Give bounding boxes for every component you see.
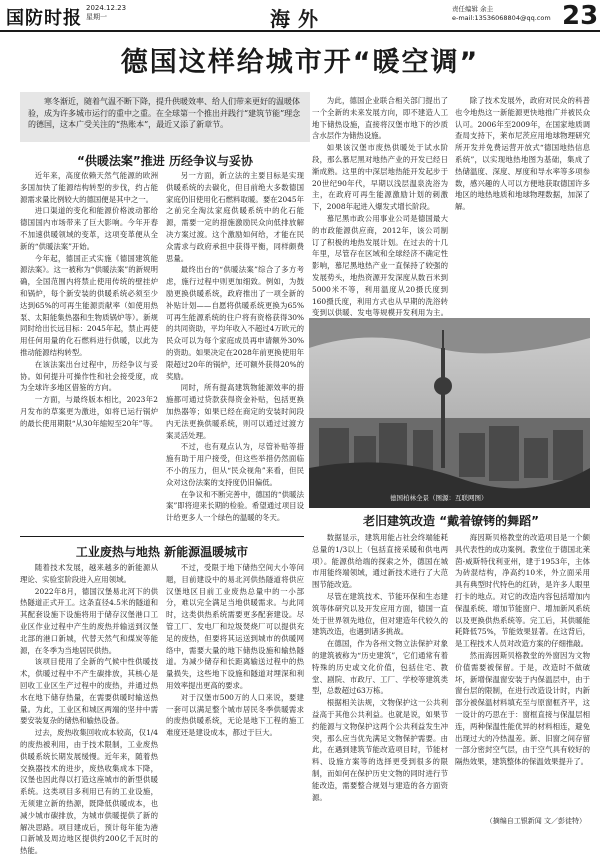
- paragraph: 在该法案出台过程中，历经争议与妥协。如何提升可操作性和社会接受度，成为全球许多地区借鉴的方向。: [20, 359, 158, 393]
- section1-col1: [20, 170, 158, 532]
- paragraph: 如果该汉堡市废热供暖处于试水阶段，那么慕尼黑对地热产业的开发已经日渐成熟。这里的中深层地热能开发起步于20世纪90年代，早期以浅层温泉洗浴为主，在政府可再生能源激励计划的刺激下，2008年起进入爆发式增长阶段。: [312, 143, 448, 212]
- paragraph: 海因斯贝格教堂的改造项目是一个颇具代表性的成功案例。教堂位于德国北莱茵-威斯特伐利亚州，建于1953年，主体为砖混结构，净高约10米，外立面采用具有典型时代特色的红砖，是许多人眼里打卡的地点。对它的改造内容包括增加内保温系统、增加节能窗户、增加新风系统以及更换供热系统等。完工后，其供暖能耗降低75%，节能效果显著。在这背后，是工程技术人员对改造方案的仔细推敲。: [455, 533, 590, 649]
- editor-info: [452, 5, 551, 23]
- paragraph: 随着技术发展，越来越多的新能源从理论、实验室阶段进入应用领域。: [20, 563, 158, 584]
- paragraph: 为此，德国企业联合相关部门提出了一个全新的未来发展方向，即不建造人工地下储热设施，直接将汉堡市地下的沙质含水层作为储热设施。: [312, 96, 448, 141]
- headline: 德国这样给城市开“暖空调”: [120, 47, 480, 78]
- paragraph: 最终出台的“供暖法案”综合了多方考虑，施行过程中则更加细致。例如，为鼓励更换供暖系统，政府推出了一项全新的补贴计划——自愿将供暖系统更换为65%可再生能源系统的住户将有资格获得30%的共同资助，平均年收入不超过4万欧元的民众可以为每个家庭成员再申请额外30%的资助。如果决定在2028年前更换使用年限超过20年的锅炉，还可额外获得20%的奖励。: [166, 265, 304, 381]
- section2-col2: [166, 562, 304, 827]
- paragraph: 另一方面，新立法的主要目标是实现供暖系统的去碳化，但目前绝大多数德国家庭仍旧使用化石燃料取暖。要在2045年之前完全淘汰家庭供暖系统中的化石能源，需要一定的措施激励民众向低排放解决方案过渡。这个激励如何给，才能在民众需求与政府承担中获得平衡，同样颇费思量。: [166, 171, 304, 263]
- paragraph: 然而海因斯贝格教堂的外窗因为文物价值需要被保留。于是，改造时不做破坏，新增保温窗安装于内保温层中，由于窗台层的限制，在进行改造设计时，内新部分被保温材料填充至与原窗框齐平，这一设计的巧思在于：窗框直接与保温层相连，两种保温性能优异的材料相连，避免出现过大的冷热温差。新、旧窗之间存留一部分密封空气层，由于空气具有较好的隔热效果，建筑整体的保温效果提升了。: [455, 650, 590, 767]
- section3-title: 老旧建筑改造 “戴着镣铐的舞蹈”: [363, 514, 539, 528]
- paragraph: 不过，也有观点认为，尽管补贴等措施有助于用户接受，但这些举措仍然面临不小的压力，但从“民众视角”来看，但民众对这份法案的支持度仍旧偏低。: [166, 442, 304, 487]
- section2-col3: [312, 95, 448, 318]
- newspaper-logo: 国防时报: [6, 8, 82, 29]
- paragraph: 对于汉堡市500万的人口来说，要建一套可以满足整个城市居民冬季供暖需求的废热供暖系统，无论是地下工程的施工难度还是建设成本，都过于巨大。: [166, 692, 304, 738]
- paragraph: 数据显示，建筑用能占社会终端能耗总量的1/3以上（包括直接采暖和供电两项）。能源供给端的探索之外，德国在城市用能终端领域，通过新技术进行了大范围节能改造。: [312, 533, 448, 590]
- paragraph: 根据相关法规，文物保护这一公共利益高于其他公共利益。也就是说，如果节约能源与文物保护这两个公共利益发生冲突，那么应当优先满足文物保护需要。由此，在遇到建筑节能改造项目时，节能材料、设施方案等的选择更受到很多的限制，而如何在保护历史文物的同时进行节能改造，需要整合规划与建造的各方面资源。: [312, 698, 448, 802]
- paragraph: 近年来，高度依赖天然气能源的欧洲多国加快了能源结构转型的步伐，约占能源需求量比例较大的德国便是其中之一。: [20, 171, 158, 204]
- section3-col1: [312, 532, 448, 817]
- paragraph: 在德国，作为各州文物立法保护对象的建筑被称为“历史建筑”，它们通常有着特殊的历史或文化价值，包括住宅、教堂、剧院、市政厅、工厂、学校等建筑类型，总数超过63万栋。: [312, 639, 448, 696]
- source-credit: （摘编自工银新闻 文／彭徒特）: [485, 817, 586, 825]
- paragraph: 2022年8月，德国汉堡易北河下的供热隧道正式开工。这条直径4.5米的隧道和其配套设施下设施将用于储存汉堡港口工业区作业过程中产生的废热并输送到汉堡北部的港口新城，代替天然气和煤炭等能源，在冬季为当地居民供热。: [20, 586, 158, 655]
- section3-col2: [455, 532, 590, 807]
- paragraph: 进口渠道的变化和能源价格波动都给德国国内市场带来了巨大影响。今年开春不加速供暖领域的变革，这项变革便从全新的“供暖法案”开始。: [20, 206, 158, 251]
- section2-col1: [20, 562, 158, 856]
- photo-caption: 德国柏林全景（图源：互联网图）: [390, 494, 488, 502]
- section1-col2: [166, 170, 304, 532]
- paragraph: 同时，所有提高建筑物能源效率的措施都可通过贷款获得资金补贴，包括更换加热器等；如果已经在商定的安装时间段内无法更换供暖系统，则可以通过过渡方案灵活处理。: [166, 383, 304, 440]
- paragraph: 除了技术发展外，政府对民众的科普也令地热这一新能源更快地推广并被民众认可。2006年至2009年，在国家地质调查局支持下，莱布尼茨应用地球物理研究所开发并免费运营开放式“德国地热信息系统”，以实现地热地图为基础，集成了热储温度、深度、厚度和导水率等多项参数，感兴趣的人可以方便地获取德国许多地区的地热地质和地球物理数据，加深了解。: [455, 96, 590, 212]
- page-number: 23: [562, 1, 599, 31]
- editor-email: e-mail:13536068804@qq.com: [452, 14, 551, 22]
- section2-col4: [455, 95, 590, 310]
- masthead: [0, 0, 600, 32]
- berlin-panorama-photo: [309, 318, 590, 508]
- section1-title: “供暖法案”推进 历经争议与妥协: [77, 154, 253, 168]
- paragraph: 今年起，德国正式实施《德国建筑能源法案》。这一被称为“供暖法案”的新规明确，全国范围内将禁止使用传统的壁挂炉和锅炉，每个新安装的供暖系统必须至少达到65%的可再生能源贡献率（如使用热泵、太阳能集热器和生物质锅炉等）。新规同时给出长远目标：2045年起，禁止再使用任何用量的化石燃料进行供暖，以此为推动能源结构转型。: [20, 253, 158, 357]
- paragraph: 不过，受限于地下储热空间大小等问题，目前建设中的易北河供热隧道将供应汉堡地区目前工业废热总量中的一小部分，难以完全满足当地供暖需求。与此同时，这类供热系统需要更多配套建设。尽管工厂、发电厂和垃圾焚烧厂可以提供充足的废热，但要将其运送到城市的供暖网络中，需要大量的地下储热设施和输热隧道。为减少储存和长距离输送过程中的热量损失，这些地下设施和隧道对埋深和利用效率提出更高的要求。: [166, 563, 304, 690]
- paragraph: 一方面，与最终版本相比，2023年2月发布的草案更为激进，如将已运行锅炉的最长使用期限“从30年缩短至20年”等。: [20, 395, 158, 428]
- city-skyline-image: [309, 318, 590, 508]
- paragraph: 在争议和不断完善中，德国的“供暖法案”即将迎来长期的检验。希望通过项目设计给更多人一个绿色的温暖的冬天。: [166, 489, 304, 523]
- section-divider: [20, 536, 304, 537]
- paragraph: 该项目使用了全新的气候中性供暖技术，供暖过程中不产生碳排放，其核心是回收工业区生产过程中的废热，并通过热水在地下储存热量，在需要供暖时输送热量。为此，工业区和城区两端的坚井中需要安装复杂的储热和输热设备。: [20, 657, 158, 726]
- section-title: 海外: [270, 7, 326, 31]
- paragraph: 尽管在建筑技术、节能环保和生态建筑等体研究以及开发应用方面，德国一直处于世界领先地位，但对建造年代较久的建筑改造，也遇到诸多挑战。: [312, 591, 448, 637]
- paragraph: 慕尼黑市政公用事业公司是德国最大的市政能源供应商，2012年，该公司制订了积极的地热发展计划。在过去的十几年里，尽管存在区域和全球经济不确定性影响，慕尼黑地热产业一直保持了较强的发展势头，地热资源开发深度从数百米到5000米不等，利用温度从20摄氏度到160摄氏度，利用方式也从早期的洗浴转变到以供暖、发电等规模开发利用为主。: [312, 213, 448, 318]
- editor-line: 责任编辑 余圭: [452, 5, 494, 13]
- section2-title: 工业废热与地热 新能源温暖城市: [75, 545, 249, 559]
- date: 2024.12.23: [86, 4, 127, 12]
- issue-date: [86, 4, 126, 22]
- lead-paragraph: 寒冬渐近，随着气温不断下降，提升供暖效率、给人们带来更好的温暖体验，成为许多城市运行的重中之重。在全球第一个推出并践行“建筑节能”理念的德国，这本广受关注的“热账本”，最近又添了新章节。: [20, 92, 310, 142]
- weekday: 星期一: [86, 13, 107, 21]
- paragraph: 过去，废热收集回收成本较高，仅1/4的废热被利用，由于技术限制，工业废热供暖系统长期发展缓慢。近年来，随着热交换器技术的进步，废热收集成本下降，汉堡也因此得以打造这座城市的新型供暖系统。这类项目多利用已有的工业设施，无须建立新的热源，既降低供暖成本，也减少城市碳排放，为城市供暖提供了新的解决思路。项目建成后，预计每年能为港口新城及周边地区提供约200亿千瓦时的热能。: [20, 728, 158, 856]
